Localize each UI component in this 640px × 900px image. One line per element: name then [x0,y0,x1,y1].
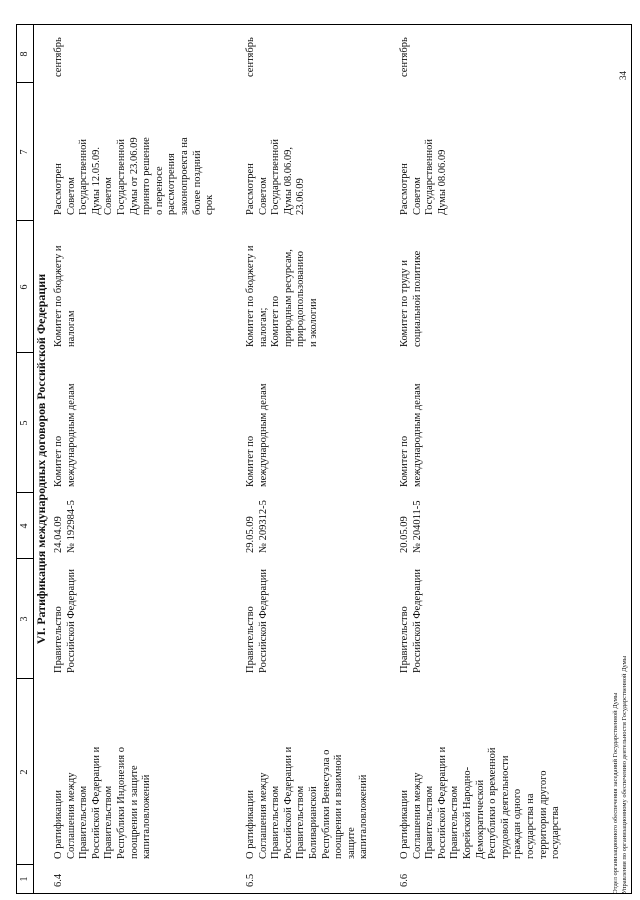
co-executor-committee: Комитет по бюджету и налогам [53,245,77,347]
bill-status: Рассмотрен Советом Государственной Думы 08.06.09 [399,139,448,215]
bill-author: Правительство Российской Федерации [53,569,77,673]
column-number-4: 4 [19,523,30,529]
row-number: 6.6 [399,873,410,887]
bill-registration: 29.05.09 № 209312-5 [245,500,269,553]
column-number-2: 2 [19,769,30,775]
column-number-7: 7 [19,149,30,155]
bill-title: О ратификации Соглашения между Правительством Российской Федерации и Правительством Республики Индонезия о поощрении и защите капиталовложений [53,746,153,859]
column-number-3: 3 [19,616,30,622]
responsible-committee: Комитет по международным делам [399,383,423,487]
responsible-committee: Комитет по международным делам [245,383,269,487]
bill-registration: 20.05.09 № 204011-5 [399,500,423,553]
bill-title: О ратификации Соглашения между Правительством Российской Федерации и Правительством Корейской Народно- Демократической Республики о временной трудовой деятельности граждан одного государства на территории другого государства [399,746,562,859]
planned-month: сентябрь [245,37,256,77]
bill-author: Правительство Российской Федерации [245,569,269,673]
row-number: 6.5 [245,873,256,887]
bill-title: О ратификации Соглашения между Правительством Российской Федерации и Правительством Боливарианской Республики Венесуэла о поощрении и взаимной защите капиталовложений [245,746,370,859]
bill-status: Рассмотрен Советом Государственной Думы 08.06.09, 23.06.09 [245,139,307,215]
planned-month: сентябрь [53,37,64,77]
legislation-table [16,24,632,894]
planned-month: сентябрь [399,37,410,77]
bill-author: Правительство Российской Федерации [399,569,423,673]
bill-status: Рассмотрен Советом Государственной Думы 12.05.09. Советом Государственной Думы от 23.06.09 принято решение о переносе рассмотрения законопроекта на более поздний срок [53,137,216,215]
row-number: 6.4 [53,873,64,887]
column-number-8: 8 [19,51,30,57]
column-number-5: 5 [19,420,30,426]
column-number-1: 1 [19,876,30,882]
page-number: 34 [618,71,628,80]
co-executor-committee: Комитет по бюджету и налогам; Комитет по природным ресурсам, природопользованию и экологии [245,245,319,347]
bill-registration: 24.04.09 № 192984-5 [53,500,77,553]
footer-directorate: Управления по организационному обеспечению деятельности Государственной Думы [621,655,628,894]
column-number-6: 6 [19,284,30,290]
responsible-committee: Комитет по международным делам [53,383,77,487]
section-title: VI. Ратификация международных договоров Российской Федерации [34,273,48,645]
footer-department: Отдел организационного обеспечения заседаний Государственной Думы [612,692,619,894]
column-number-row [17,25,34,893]
co-executor-committee: Комитет по труду и социальной политике [399,250,423,347]
